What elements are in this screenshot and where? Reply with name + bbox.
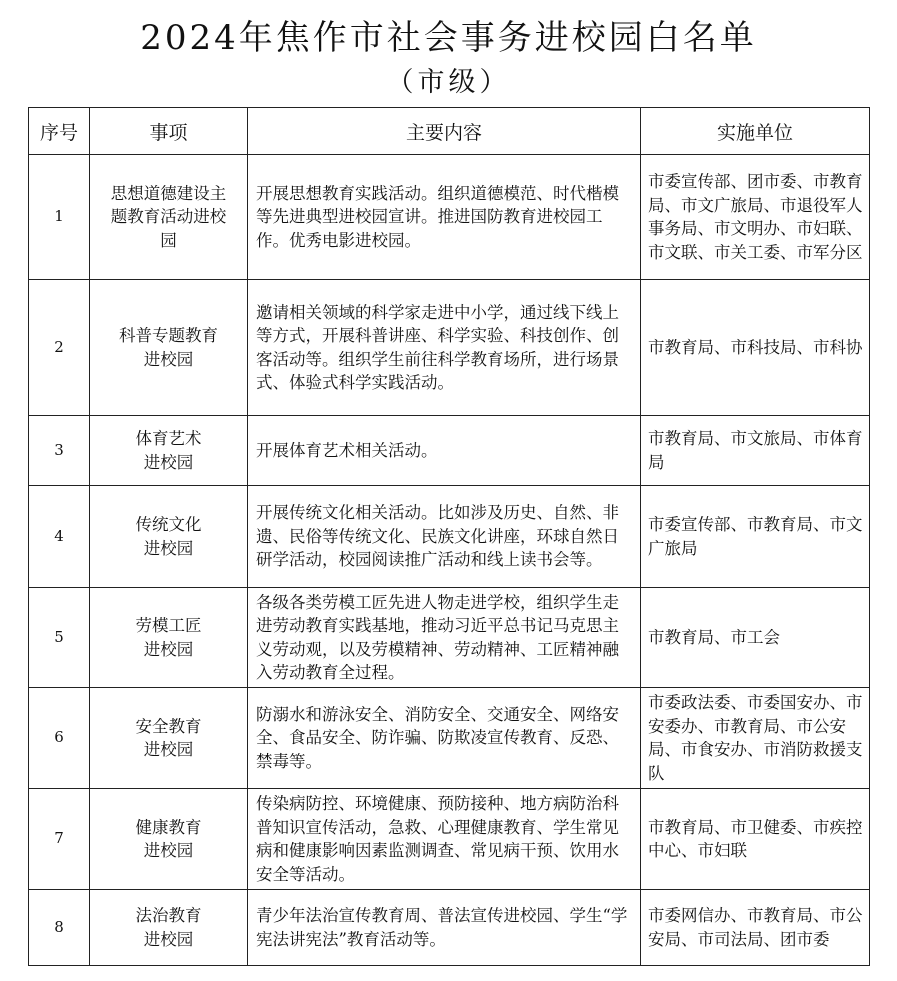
row-content: 防溺水和游泳安全、消防安全、交通安全、网络安全、食品安全、防诈骗、防欺凌宣传教育、反恐、禁毒等。 <box>248 688 641 789</box>
row-seq: 4 <box>29 486 90 588</box>
table-row <box>29 688 870 789</box>
row-content: 开展传统文化相关活动。比如涉及历史、自然、非遗、民俗等传统文化、民族文化讲座，环球自然日研学活动，校园阅读推广活动和线上读书会等。 <box>248 486 641 588</box>
whitelist-table <box>28 107 870 966</box>
row-content: 邀请相关领域的科学家走进中小学，通过线下线上等方式，开展科普讲座、科学实验、科技创作、创客活动等。组织学生前往科学教育场所，进行场景式、体验式科学实践活动。 <box>248 280 641 416</box>
row-item: 劳模工匠进校园 <box>90 588 248 688</box>
row-seq: 8 <box>29 890 90 966</box>
row-item: 体育艺术进校园 <box>90 416 248 486</box>
row-units: 市委政法委、市委国安办、市安委办、市教育局、市公安局、市食安办、市消防救援支队 <box>641 688 870 789</box>
table-row <box>29 890 870 966</box>
table-header-row <box>29 108 870 155</box>
table-row <box>29 789 870 890</box>
row-seq: 2 <box>29 280 90 416</box>
row-units: 市教育局、市文旅局、市体育局 <box>641 416 870 486</box>
row-units: 市委宣传部、市教育局、市文广旅局 <box>641 486 870 588</box>
row-item: 健康教育进校园 <box>90 789 248 890</box>
row-content: 开展体育艺术相关活动。 <box>248 416 641 486</box>
row-item: 科普专题教育进校园 <box>90 280 248 416</box>
table-row <box>29 588 870 688</box>
row-seq: 3 <box>29 416 90 486</box>
page-subtitle: （市级） <box>386 67 511 98</box>
row-item: 思想道德建设主题教育活动进校园 <box>90 155 248 280</box>
row-seq: 6 <box>29 688 90 789</box>
table-row <box>29 486 870 588</box>
row-content: 传染病防控、环境健康、预防接种、地方病防治科普知识宣传活动，急救、心理健康教育、学生常见病和健康影响因素监测调查、常见病干预、饮用水安全等活动。 <box>248 789 641 890</box>
row-item: 法治教育进校园 <box>90 890 248 966</box>
row-units: 市教育局、市卫健委、市疾控中心、市妇联 <box>641 789 870 890</box>
row-item: 传统文化进校园 <box>90 486 248 588</box>
row-units: 市教育局、市工会 <box>641 588 870 688</box>
row-content: 各级各类劳模工匠先进人物走进学校，组织学生走进劳动教育实践基地，推动习近平总书记马克思主义劳动观，以及劳模精神、劳动精神、工匠精神融入劳动教育全过程。 <box>248 588 641 688</box>
row-content: 开展思想教育实践活动。组织道德模范、时代楷模等先进典型进校园宣讲。推进国防教育进校园工作。优秀电影进校园。 <box>248 155 641 280</box>
header-units: 实施单位 <box>641 108 870 155</box>
table-row <box>29 280 870 416</box>
row-item: 安全教育进校园 <box>90 688 248 789</box>
row-units: 市教育局、市科技局、市科协 <box>641 280 870 416</box>
table-row <box>29 416 870 486</box>
row-units: 市委宣传部、团市委、市教育局、市文广旅局、市退役军人事务局、市文明办、市妇联、市文联、市关工委、市军分区 <box>641 155 870 280</box>
header-content: 主要内容 <box>248 108 641 155</box>
row-units: 市委网信办、市教育局、市公安局、市司法局、团市委 <box>641 890 870 966</box>
table-row <box>29 155 870 280</box>
header-seq: 序号 <box>29 108 90 155</box>
row-seq: 5 <box>29 588 90 688</box>
row-seq: 1 <box>29 155 90 280</box>
header-item: 事项 <box>90 108 248 155</box>
row-seq: 7 <box>29 789 90 890</box>
page-title: 2024年焦作市社会事务进校园白名单 <box>140 18 757 58</box>
row-content: 青少年法治宣传教育周、普法宣传进校园、学生“学宪法讲宪法”教育活动等。 <box>248 890 641 966</box>
